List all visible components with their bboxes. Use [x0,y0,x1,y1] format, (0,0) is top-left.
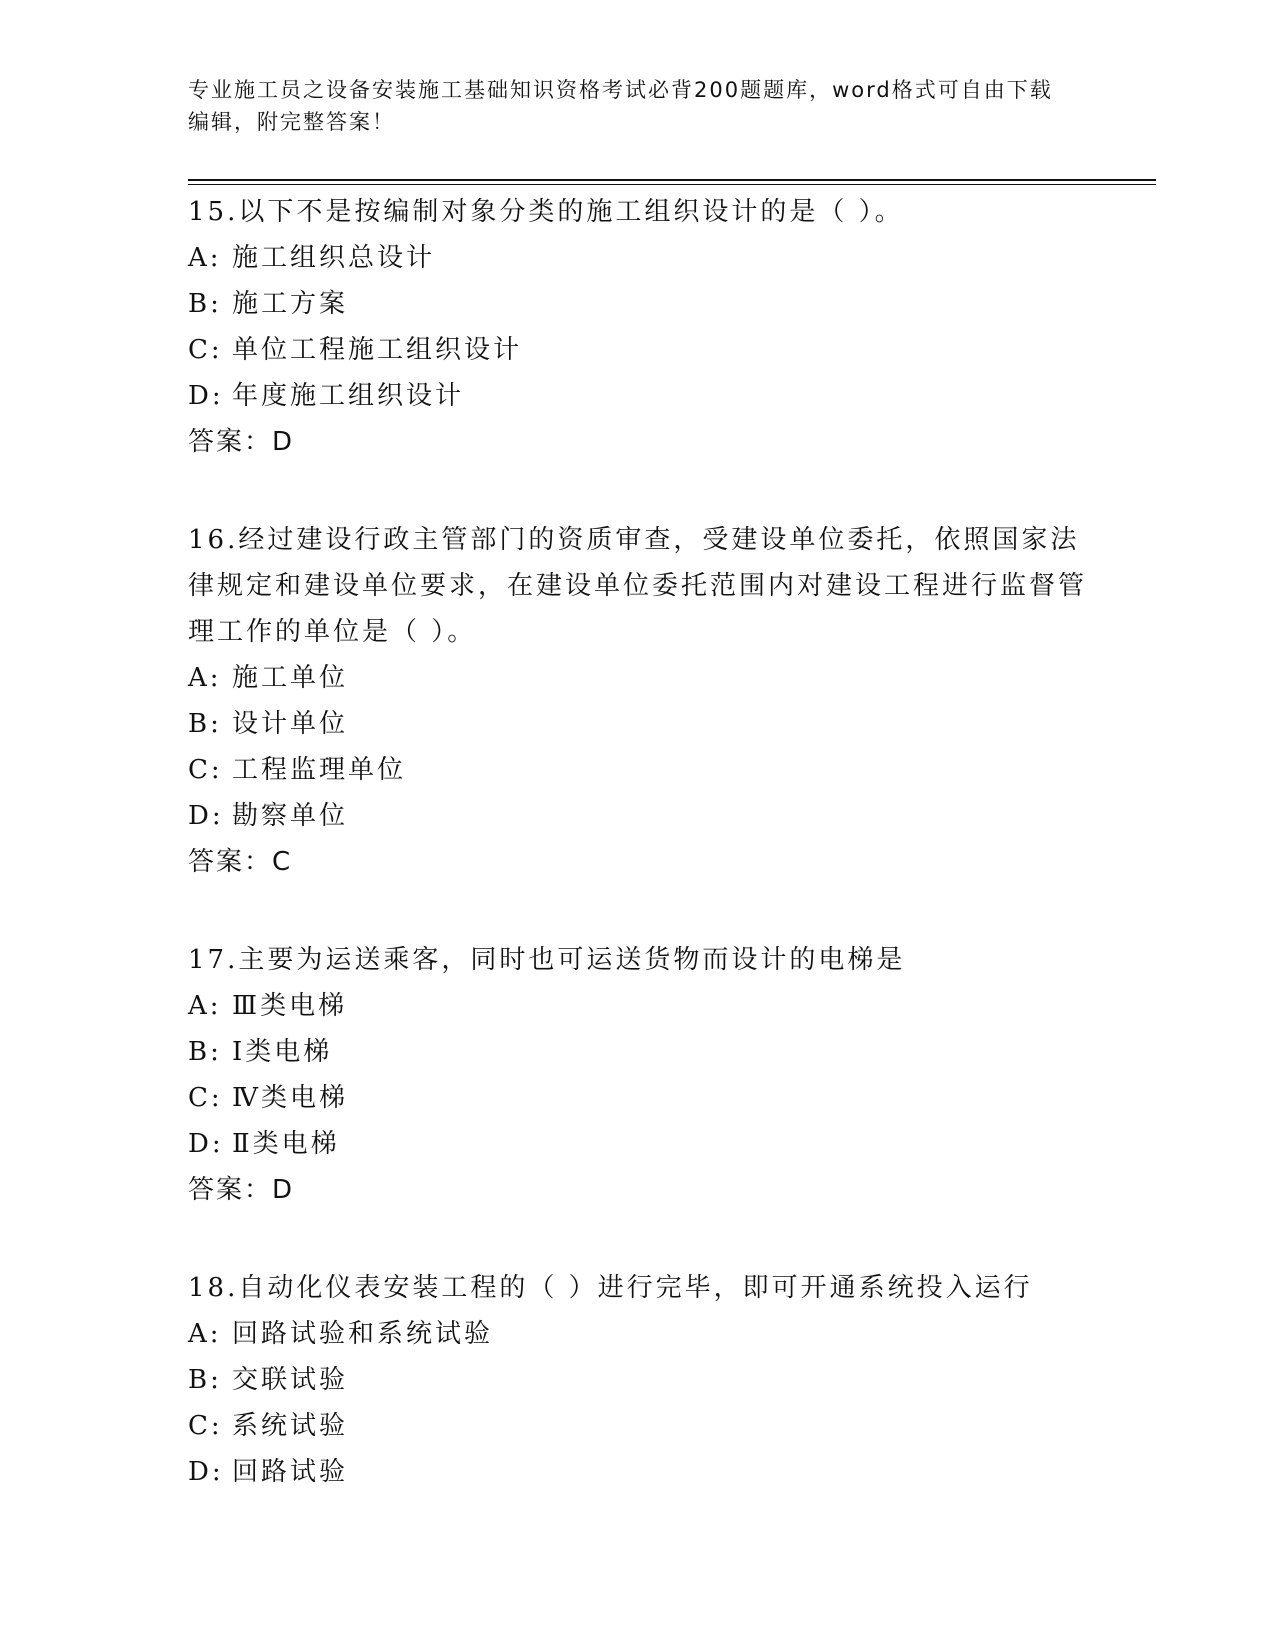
option-text: Ⅳ类电梯 [232,1083,348,1113]
question-17 [188,937,1088,1213]
option-text: 施工方案 [232,289,349,319]
option-letter: B: [188,709,222,739]
question-stem: 18.自动化仪表安装工程的（ ）进行完毕，即可开通系统投入运行 [188,1273,1033,1303]
question-15 [188,189,1088,465]
option-text: 年度施工组织设计 [232,381,465,411]
option-b [188,281,1088,327]
option-text: 工程监理单位 [232,755,407,785]
option-a [188,655,1088,701]
option-letter: B: [188,1365,222,1395]
option-text: 系统试验 [232,1411,349,1441]
option-text: Ⅰ类电梯 [232,1037,333,1067]
question-list [188,189,1088,1547]
question-stem: 17.主要为运送乘客，同时也可运送货物而设计的电梯是 [188,945,906,975]
option-b [188,1029,1088,1075]
option-text: Ⅲ类电梯 [232,991,348,1021]
option-a [188,1311,1088,1357]
option-d [188,1449,1088,1495]
option-letter: D: [188,801,224,831]
option-letter: A: [188,243,222,273]
option-c [188,327,1088,373]
header-divider-thin [188,184,1156,185]
option-text: 施工组织总设计 [232,243,436,273]
option-text: Ⅱ类电梯 [232,1129,340,1159]
answer-line: 答案：D [188,1175,295,1205]
option-text: 单位工程施工组织设计 [232,335,523,365]
answer-line: 答案：D [188,427,295,457]
option-d [188,1121,1088,1167]
option-c [188,1075,1088,1121]
option-letter: A: [188,991,222,1021]
option-letter: B: [188,289,222,319]
answer-line: 答案：C [188,847,293,877]
option-text: 设计单位 [232,709,349,739]
option-letter: D: [188,1457,224,1487]
header-divider [188,179,1156,181]
option-text: 施工单位 [232,663,349,693]
option-b [188,1357,1088,1403]
option-letter: A: [188,663,222,693]
option-c [188,1403,1088,1449]
option-letter: D: [188,1129,224,1159]
question-stem: 16.经过建设行政主管部门的资质审查，受建设单位委托，依照国家法律规定和建设单位要求，在建设单位委托范围内对建设工程进行监督管理工作的单位是（ ）。 [188,525,1088,647]
question-stem: 15.以下不是按编制对象分类的施工组织设计的是（ ）。 [188,197,904,227]
option-d [188,373,1088,419]
document-header: 专业施工员之设备安装施工基础知识资格考试必背200题题库，word格式可自由下载编辑，附完整答案！ [188,78,1053,134]
option-letter: C: [188,1411,223,1441]
option-c [188,747,1088,793]
option-letter: D: [188,381,224,411]
option-letter: B: [188,1037,222,1067]
option-text: 勘察单位 [232,801,349,831]
option-d [188,793,1088,839]
option-b [188,701,1088,747]
option-letter: A: [188,1319,222,1349]
question-18 [188,1265,1088,1495]
option-letter: C: [188,1083,223,1113]
option-letter: C: [188,755,223,785]
option-a [188,983,1088,1029]
option-text: 回路试验和系统试验 [232,1319,494,1349]
option-letter: C: [188,335,223,365]
option-a [188,235,1088,281]
option-text: 交联试验 [232,1365,349,1395]
question-16 [188,517,1088,885]
option-text: 回路试验 [232,1457,349,1487]
